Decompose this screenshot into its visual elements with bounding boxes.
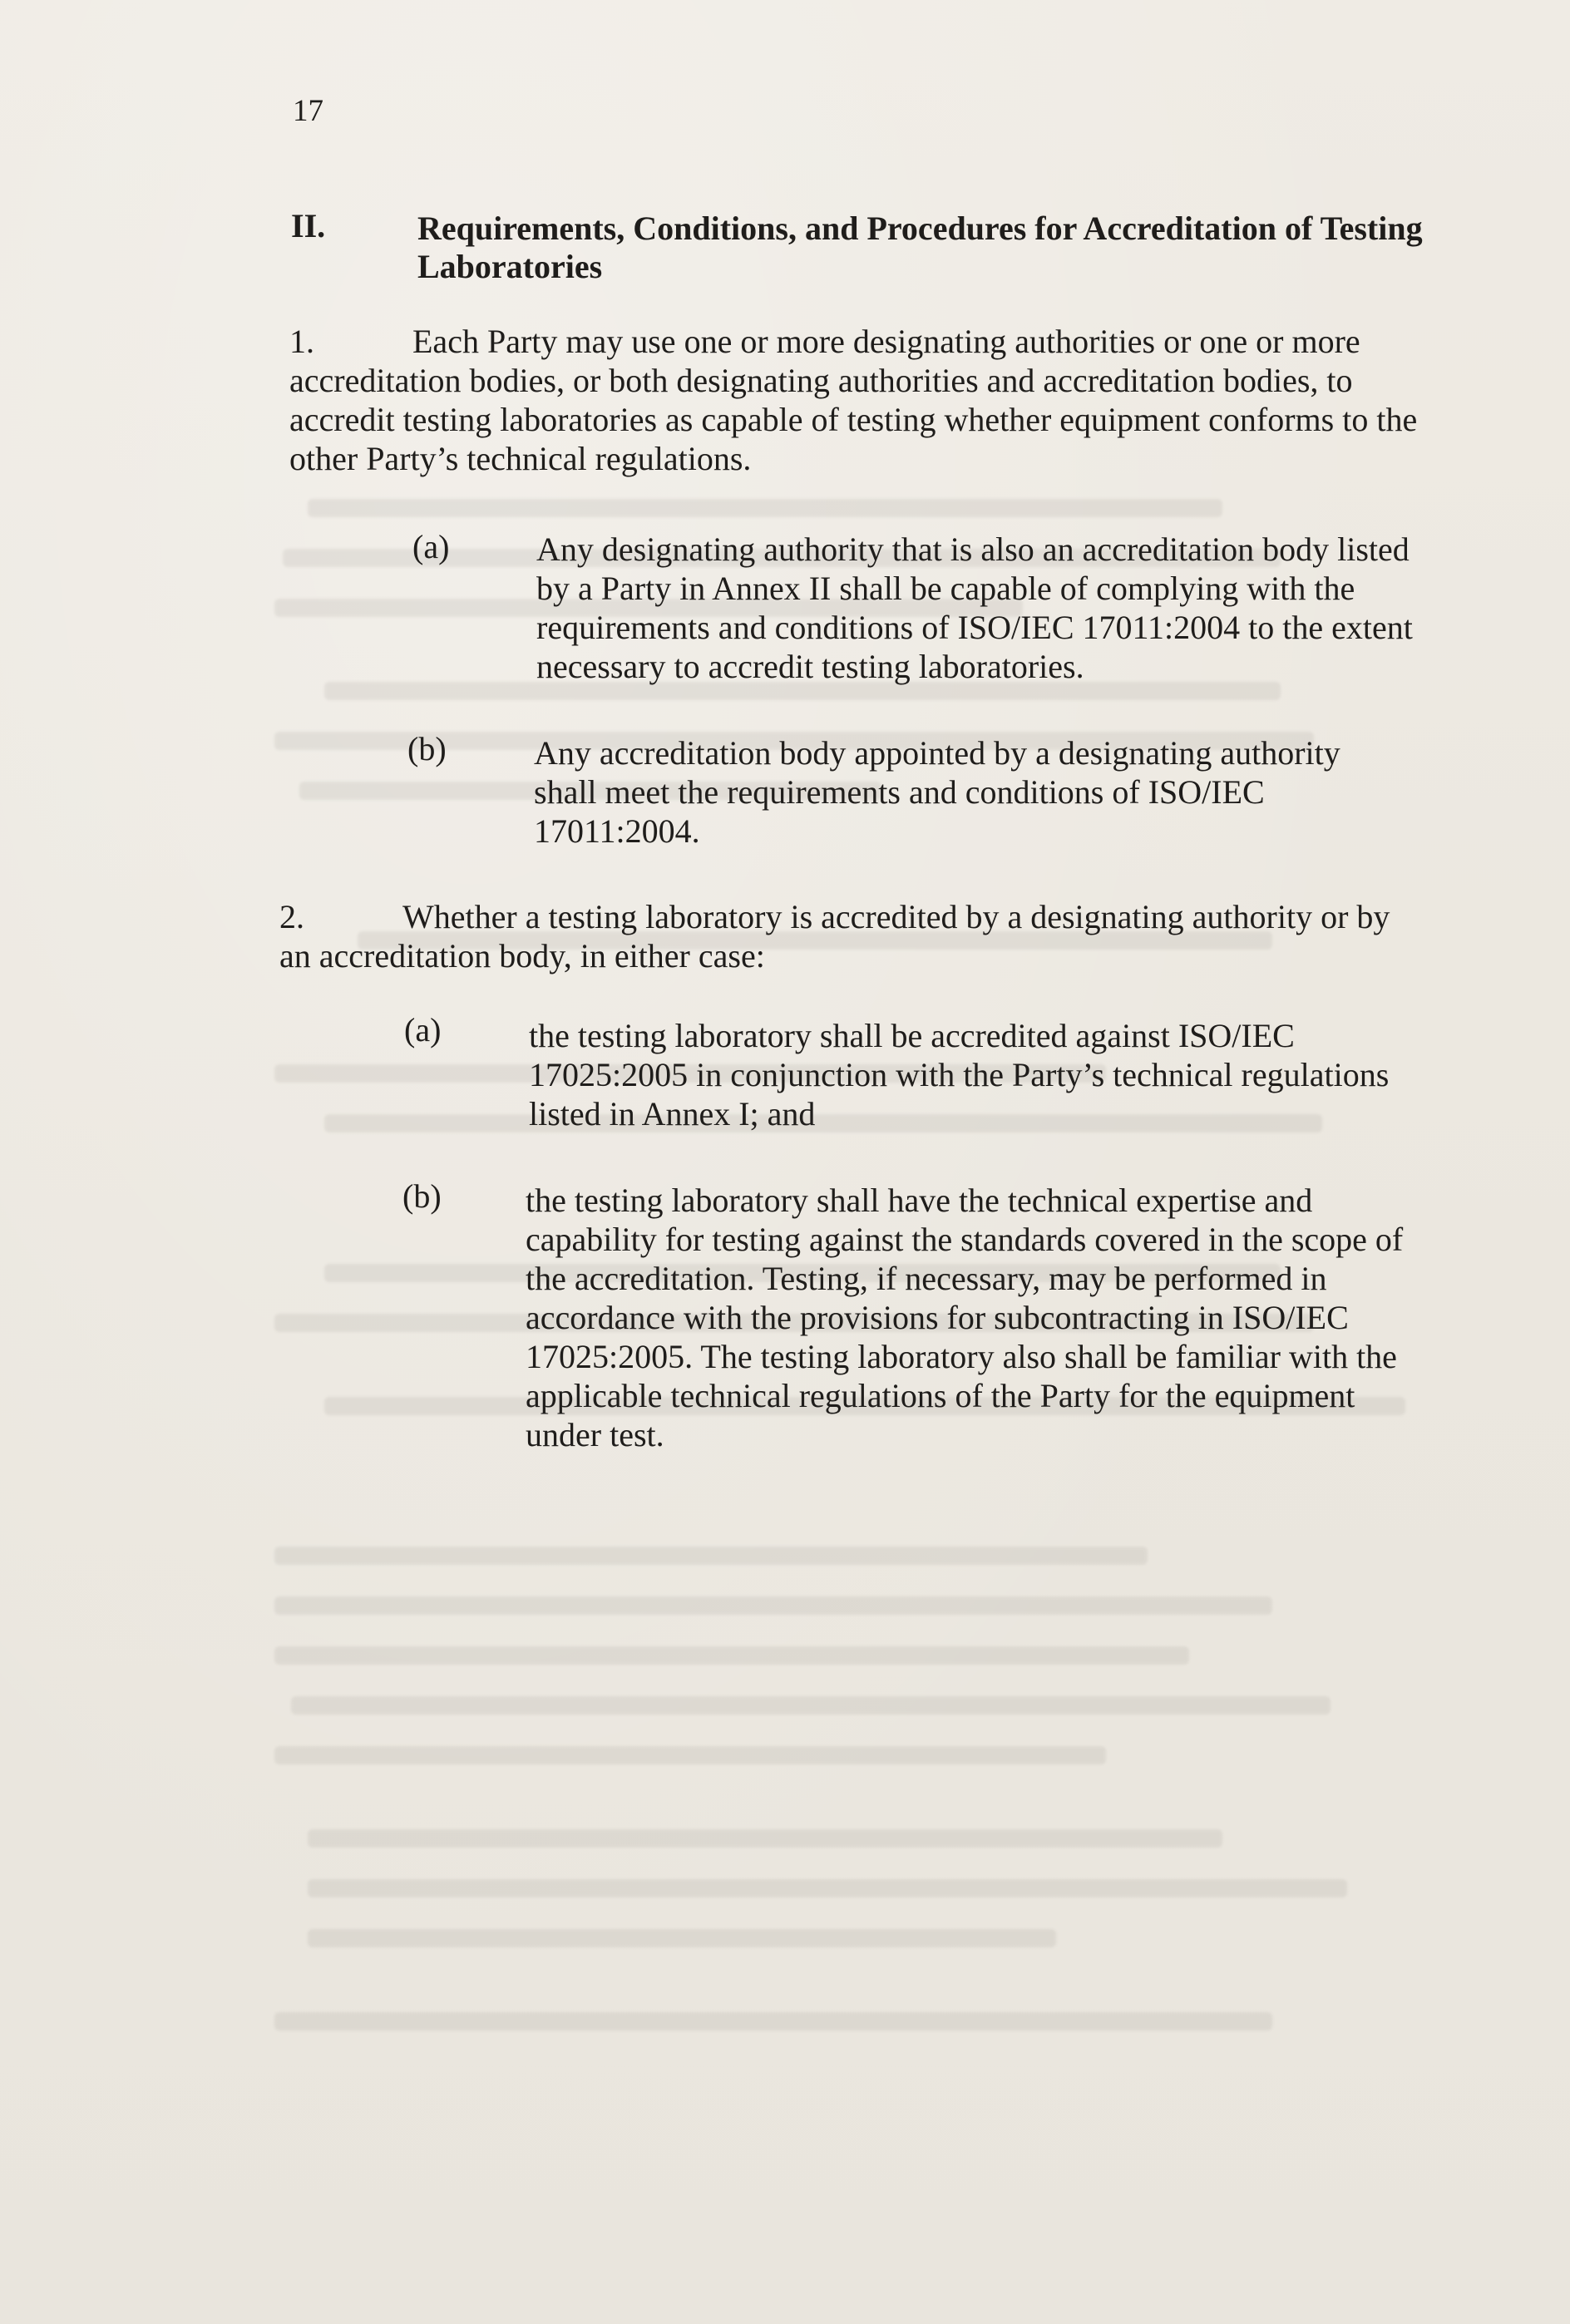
- paragraph-2-item-b-label: (b): [402, 1177, 442, 1215]
- paragraph-1-item-b-text: Any accreditation body appointed by a designating authority shall meet the requirements and conditions of ISO/IEC 17011:2004.: [534, 734, 1340, 850]
- paragraph-2-item-a-label: (a): [404, 1011, 442, 1049]
- paragraph-1-text: Each Party may use one or more designating authorities or one or more accreditation bodies, or both designating authorities and accreditation bodies, to accredit testing laboratories as capable of testing whether equipment conforms to the other Party’s technical regulations.: [289, 323, 1418, 477]
- paragraph-2-item-b-text: the testing laboratory shall have the technical expertise and capability for testing against the standards covered in the scope of the accreditation. Testing, if necessary, may be performed in accordance with the provisions for subcontracting in ISO/IEC 17025:2005. The testing laboratory also shall be familiar with the applicable technical regulations of the Party for the equipment under test.: [526, 1182, 1404, 1453]
- paragraph-1-item-b-label: (b): [407, 730, 447, 767]
- section-number: II.: [291, 207, 326, 244]
- paragraph-1-number: 1.: [289, 323, 314, 360]
- paragraph-2-number: 2.: [279, 898, 304, 935]
- paragraph-1-item-a-text: Any designating authority that is also an accreditation body listed by a Party in Annex II shall be capable of complying with the requirements and conditions of ISO/IEC 17011:2004 to the extent necessary to accredit testing laboratories.: [536, 530, 1413, 685]
- section-title: Requirements, Conditions, and Procedures for Accreditation of Testing Laboratories: [417, 210, 1423, 285]
- page-number: 17: [293, 94, 323, 128]
- paragraph-2-item-a-text: the testing laboratory shall be accredited against ISO/IEC 17025:2005 in conjunction with the Party’s technical regulations listed in Annex I; and: [529, 1017, 1390, 1132]
- paragraph-1-item-a-label: (a): [412, 528, 450, 565]
- paragraph-2-text: Whether a testing laboratory is accredited by a designating authority or by an accreditation body, in either case:: [279, 898, 1390, 975]
